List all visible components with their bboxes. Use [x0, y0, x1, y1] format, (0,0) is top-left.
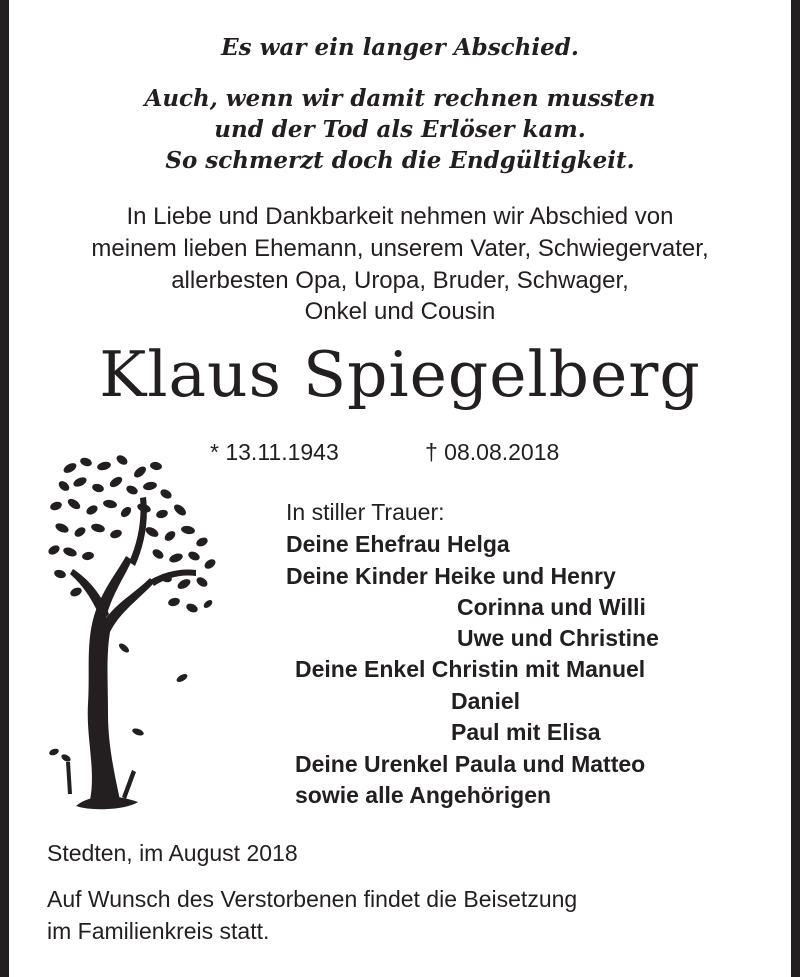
place-date: Stedten, im August 2018: [47, 840, 298, 866]
burial-note-line-1: Auf Wunsch des Verstorbenen findet die Beisetzung: [47, 886, 578, 912]
motto-line-1: Es war ein langer Abschied.: [221, 34, 579, 61]
birth-date: * 13.11.1943: [210, 439, 339, 465]
mourner-line-4: Uwe und Christine: [457, 625, 659, 651]
mourner-line-2: Deine Kinder Heike und Henry: [286, 563, 616, 589]
mourner-line-8: Deine Urenkel Paula und Matteo: [295, 751, 646, 777]
deceased-name: Klaus Spiegelberg: [99, 338, 701, 411]
mourner-line-3: Corinna und Willi: [457, 594, 646, 620]
mourner-line-1: Deine Ehefrau Helga: [286, 531, 510, 557]
mourner-line-5: Deine Enkel Christin mit Manuel: [295, 656, 646, 682]
intro-line-3: allerbesten Opa, Uropa, Bruder, Schwager,: [171, 267, 629, 294]
intro-line-4: Onkel und Cousin: [304, 298, 496, 325]
intro-line-1: In Liebe und Dankbarkeit nehmen wir Abschied von: [126, 203, 674, 230]
mourner-line-9: sowie alle Angehörigen: [295, 782, 552, 808]
motto-line-4: So schmerzt doch die Endgültigkeit.: [165, 147, 635, 174]
mourner-line-6: Daniel: [451, 688, 521, 714]
intro-line-2: meinem lieben Ehemann, unserem Vater, Schwiegervater,: [91, 235, 709, 262]
motto-line-3: und der Tod als Erlöser kam.: [214, 116, 586, 143]
mourners-heading: In stiller Trauer:: [286, 499, 445, 525]
tree-icon: [46, 452, 216, 814]
motto-line-2: Auch, wenn wir damit rechnen mussten: [144, 85, 656, 112]
death-date: † 08.08.2018: [425, 439, 560, 465]
burial-note-line-2: im Familienkreis statt.: [47, 918, 270, 944]
mourner-line-7: Paul mit Elisa: [451, 719, 601, 745]
